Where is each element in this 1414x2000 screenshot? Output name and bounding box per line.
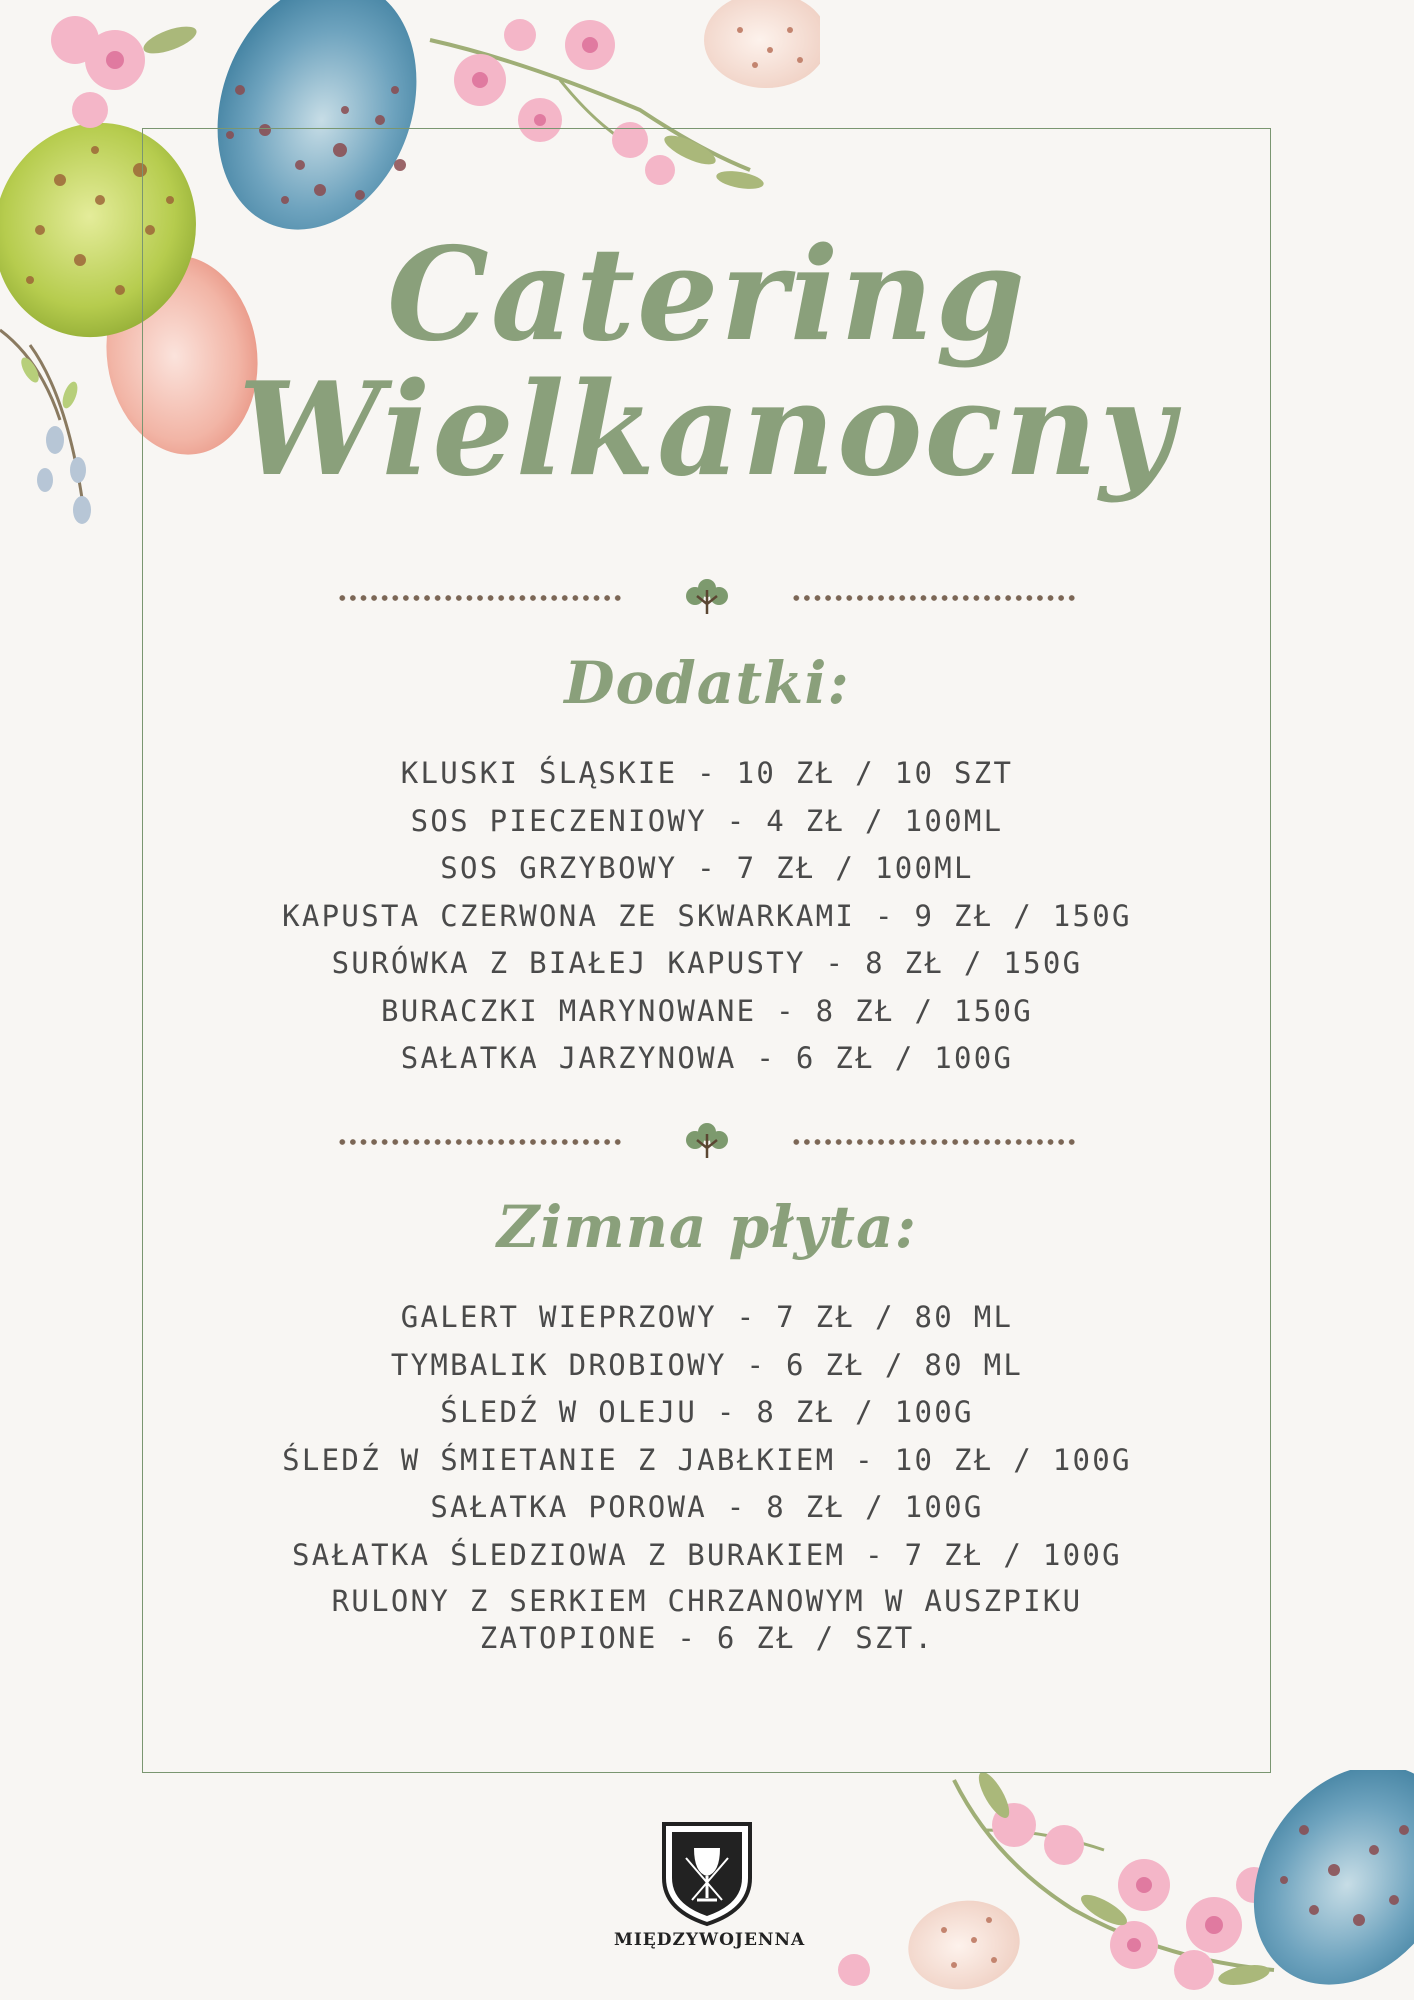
menu-item: GALERT WIEPRZOWY - 7 ZŁ / 80 ML — [400, 1300, 1014, 1334]
menu-item: KLUSKI ŚLĄSKIE - 10 ZŁ / 10 SZT — [400, 756, 1014, 790]
dotted-line — [791, 595, 1075, 601]
menu-item: KAPUSTA CZERWONA ZE SKWARKAMI - 9 ZŁ / 150G — [282, 898, 1132, 933]
wine-glass-shield-logo — [614, 1818, 800, 1928]
dotted-line — [791, 1139, 1075, 1145]
page-title-line-1: Catering — [387, 220, 1027, 370]
menu-item: SURÓWKA Z BIAŁEJ KAPUSTY - 8 ZŁ / 150G — [331, 946, 1083, 980]
menu-item: SOS PIECZENIOWY - 4 ZŁ / 100ML — [410, 803, 1004, 838]
section-heading-dodatki: Dodatki: — [564, 649, 850, 717]
page-title-line-2: Wielkanocny — [238, 355, 1176, 505]
menu-item: BURACZKI MARYNOWANE - 8 ZŁ / 150G — [380, 993, 1034, 1028]
menu-list-zimna-plyta — [0, 1294, 1414, 1657]
menu-item: RULONY Z SERKIEM CHRZANOWYM W AUSZPIKU — [331, 1584, 1083, 1618]
restaurant-logo — [614, 1818, 806, 1958]
dotted-line — [337, 595, 621, 601]
tree-icon — [679, 576, 735, 616]
menu-item: ŚLEDŹ W ŚMIETANIE Z JABŁKIEM - 10 ZŁ / 100G — [282, 1442, 1132, 1477]
section-divider — [0, 576, 1414, 616]
menu-item: ZATOPIONE - 6 ZŁ / SZT. — [479, 1621, 935, 1655]
menu-list-dodatki — [0, 750, 1414, 1083]
menu-item: SAŁATKA ŚLEDZIOWA Z BURAKIEM - 7 ZŁ / 100G — [292, 1537, 1122, 1572]
section-divider — [0, 1120, 1414, 1160]
logo-wordmark: MIĘDZYWOJENNA — [614, 1930, 806, 1950]
menu-item: TYMBALIK DROBIOWY - 6 ZŁ / 80 ML — [390, 1347, 1024, 1382]
easter-eggs-bottom-right-decoration — [814, 1770, 1414, 2000]
menu-item: ŚLEDŹ W OLEJU - 8 ZŁ / 100G — [440, 1395, 974, 1429]
tree-icon — [679, 1120, 735, 1160]
menu-item: SAŁATKA JARZYNOWA - 6 ZŁ / 100G — [400, 1041, 1014, 1075]
menu-item: SAŁATKA POROWA - 8 ZŁ / 100G — [430, 1490, 984, 1524]
dotted-line — [337, 1139, 621, 1145]
section-heading-zimna-plyta: Zimna płyta: — [496, 1193, 918, 1261]
menu-item: SOS GRZYBOWY - 7 ZŁ / 100ML — [440, 851, 974, 885]
